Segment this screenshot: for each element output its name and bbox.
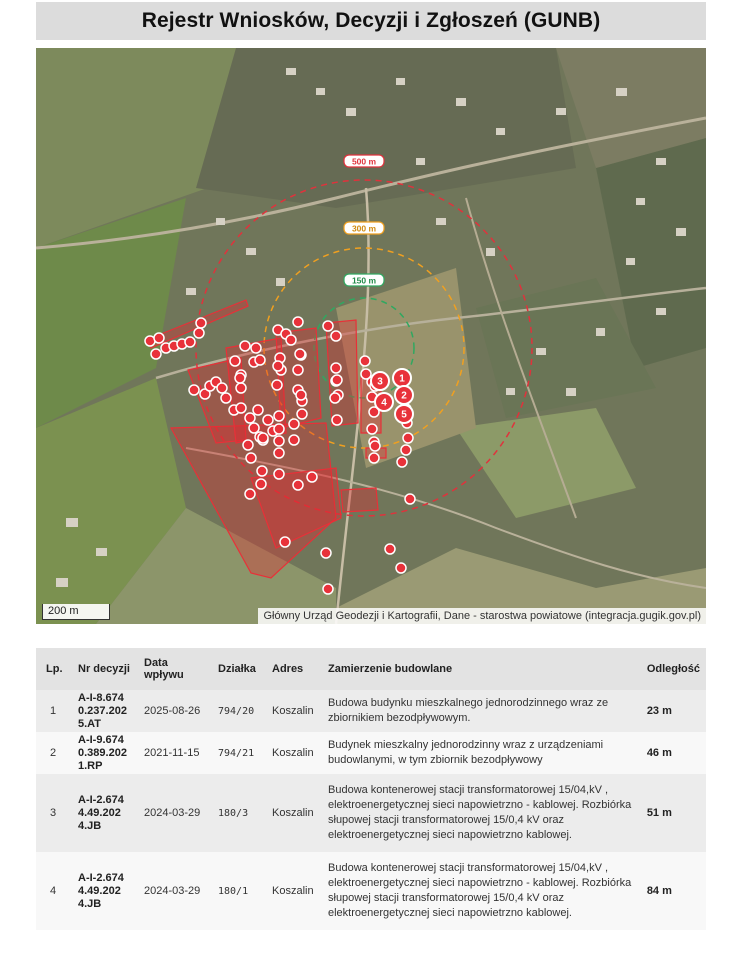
cell-adres: Koszalin [272, 705, 314, 717]
cell-adres: Koszalin [272, 807, 314, 819]
page-title: Rejestr Wniosków, Decyzji i Zgłoszeń (GUNB) [141, 9, 601, 32]
marker-1[interactable] [393, 369, 411, 387]
cell-opis: Budowa kontenerowej stacji transformatorowej 15/04,kV , elektroenergetycznej sieci napowietrzno - kablowej. Rozbiórka słupowej stacji transformatorowej 15/0,4 kV oraz elektroenergetycznej sieci napowietrzno kablowej. [328, 862, 632, 919]
cell-dzialka: 794/21 [218, 747, 255, 759]
table-header-row [36, 648, 706, 690]
cell-dzialka: 180/1 [218, 885, 249, 897]
map-canvas[interactable] [36, 48, 706, 624]
cell-adres: Koszalin [272, 747, 314, 759]
cell-opis: Budynek mieszkalny jednorodzinny wraz z urządzeniami budowlanymi, w tym zbiornik bezodpływowy [328, 739, 604, 766]
cell-dzialka: 794/20 [218, 705, 255, 717]
svg-text:500 m: 500 m [351, 156, 377, 167]
cell-nr: A-I-2.674 4.49.202 4.JB [78, 793, 124, 832]
cell-nr: A-I-2.674 4.49.202 4.JB [78, 871, 124, 910]
cell-odleglosc: 84 m [646, 885, 672, 897]
svg-text:1: 1 [399, 373, 405, 385]
cell-dzialka: 180/3 [218, 807, 249, 819]
title-bar [36, 2, 706, 40]
ring-label-300 [344, 222, 384, 234]
cell-odleglosc: 51 m [646, 807, 672, 819]
cell-data: 2024-03-29 [144, 807, 201, 819]
cell-nr: A-I-8.674 0.237.202 5.AT [78, 691, 127, 730]
map-attribution: Główny Urząd Geodezji i Kartografii, Dane - starostwa powiatowe (integracja.gugik.gov.pl) [258, 608, 706, 624]
cell-data: 2025-08-26 [144, 705, 201, 717]
table-row [36, 852, 706, 930]
ring-label-150 [344, 274, 384, 286]
cell-adres: Koszalin [272, 885, 314, 897]
cell-odleglosc: 23 m [646, 705, 672, 717]
cell-lp: 3 [50, 807, 57, 819]
svg-text:2: 2 [401, 390, 407, 402]
svg-text:300 m: 300 m [351, 223, 377, 234]
col-header-data: Data wpływu [144, 657, 184, 681]
cell-opis: Budowa budynku mieszkalnego jednorodzinnego wraz ze zbiornikiem bezodpływowym. [328, 697, 609, 724]
svg-text:150 m: 150 m [351, 275, 377, 286]
cell-opis: Budowa kontenerowej stacji transformatorowej 15/04,kV , elektroenergetycznej sieci napowietrzno - kablowej. Rozbiórka słupowej stacji transformatorowej 15/0,4 kV oraz elektroenergetycznej sieci napowietrzno kablowej. [328, 784, 632, 841]
results-table [36, 648, 706, 930]
map-view[interactable] [36, 48, 706, 624]
cell-data: 2021-11-15 [144, 747, 200, 759]
cell-lp: 1 [50, 705, 57, 717]
ring-label-500 [344, 155, 384, 167]
scale-bar: 200 m [42, 604, 110, 620]
marker-3[interactable] [371, 372, 389, 390]
col-header-dzialka: Działka [218, 663, 256, 675]
marker-4[interactable] [375, 393, 393, 411]
cell-odleglosc: 46 m [646, 747, 672, 759]
col-header-lp: Lp. [46, 663, 63, 675]
col-header-zamierzenie: Zamierzenie budowlane [328, 663, 453, 675]
col-header-odleglosc: Odległość [646, 663, 700, 675]
svg-text:3: 3 [377, 376, 383, 388]
svg-text:5: 5 [401, 409, 407, 421]
cell-lp: 2 [50, 747, 57, 759]
cell-lp: 4 [50, 885, 57, 897]
col-header-adres: Adres [272, 663, 304, 675]
cell-nr: A-I-9.674 0.389.202 1.RP [78, 733, 127, 772]
cell-data: 2024-03-29 [144, 885, 201, 897]
table-row [36, 774, 706, 852]
results-table-container [36, 648, 706, 930]
table-row [36, 732, 706, 774]
col-header-nr: Nr decyzji [78, 663, 130, 675]
marker-5[interactable] [395, 405, 413, 423]
svg-text:4: 4 [381, 397, 387, 409]
marker-2[interactable] [395, 386, 413, 404]
table-row [36, 690, 706, 732]
